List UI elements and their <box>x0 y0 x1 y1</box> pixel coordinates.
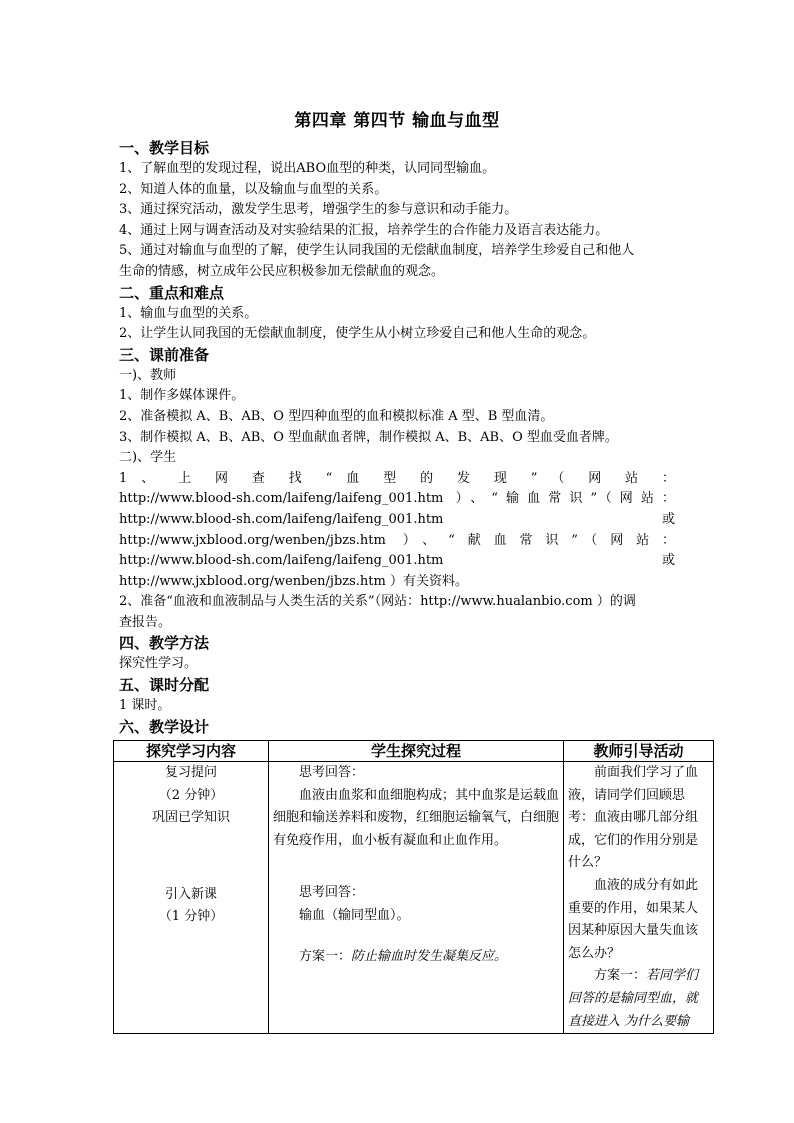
spacer <box>273 852 559 882</box>
goal-item: 1、了解血型的发现过程，说出ABO血型的种类，认同同型输血。 <box>119 161 496 176</box>
student-prep-line: 1 、 上 网 查 找 “ 血 型 的 发 现 ” （ 网 站 ： <box>119 470 675 486</box>
column-header: 探究学习内容 <box>114 741 269 762</box>
spacer <box>273 928 559 946</box>
cell-text: 复习提问 <box>164 765 217 780</box>
section-heading-methods: 四、教学方法 <box>119 634 210 653</box>
table-header-row <box>114 741 714 762</box>
section-heading-hours: 五、课时分配 <box>119 676 210 695</box>
subheading-teacher: 一)、教师 <box>119 367 177 383</box>
cell-text <box>568 965 709 1033</box>
cell-text: （2 分钟） <box>158 787 224 803</box>
teacher-prep-item: 3、制作模拟 A、B、AB、O 型血献血者牌，制作模拟 A、B、AB、O 型血受血者牌。 <box>119 429 618 445</box>
cell-text: 血液的成分有如此重要的作用，如果某人因某种原因大量失血该怎么办？ <box>568 877 699 961</box>
key-point-item: 2、让学生认同我国的无偿献血制度，使学生从小树立珍爱自己和他人生命的观念。 <box>119 326 596 342</box>
column-header: 学生探究过程 <box>269 741 564 762</box>
subheading-student: 二)、学生 <box>119 450 177 466</box>
student-prep-line: http://www.jxblood.org/wenben/jbzs.htm ）有关资料。 <box>119 573 468 589</box>
teacher-prep-item: 1、制作多媒体课件。 <box>119 388 245 404</box>
methods-text: 探究性学习。 <box>119 656 198 672</box>
plan-text: 防止输血时发生凝集反应。 <box>351 948 508 964</box>
section-heading-preparation: 三、课前准备 <box>119 345 210 364</box>
goal-item: 生命的情感，树立成年公民应积极参加无偿献血的观念。 <box>119 263 445 279</box>
process-cell <box>269 762 564 1034</box>
hours-text: 1 课时。 <box>119 698 171 714</box>
cell-text: 血液由血浆和血细胞构成；其中血浆是运载血细胞和输送养料和废物，红细胞运输氧气，白细胞有免疫作用，血小板有凝血和止血作用。 <box>273 787 560 848</box>
cell-text: 输血（输同型血）。 <box>299 907 410 923</box>
section-heading-key-points: 二、重点和难点 <box>119 283 225 302</box>
cell-text: 引入新课 <box>164 886 217 902</box>
section-heading-goals: 一、教学目标 <box>119 139 210 157</box>
page-title: 第四章 第四节 输血与血型 <box>294 111 500 131</box>
teaching-design-table <box>113 740 714 1034</box>
teacher-prep-item: 2、准备模拟 A、B、AB、O 型四种血型的血和模拟标准 A 型、B 型血清。 <box>119 408 554 424</box>
plan-label: 方案一： <box>299 948 352 964</box>
section-heading-design: 六、教学设计 <box>119 717 210 736</box>
plan-text: 若同学们回答的是输同型血，就直接进入 为什么要输 <box>568 968 699 1029</box>
goal-item: 4、通过上网与调查活动及对实验结果的汇报，培养学生的合作能力及语言表达能力。 <box>119 222 609 238</box>
cell-text: 巩固已学知识 <box>151 810 230 826</box>
student-prep-line: http://www.jxblood.org/wenben/jbzs.htm ）、“献血常识”（网站： <box>119 532 675 548</box>
content-cell <box>114 762 269 1034</box>
guidance-cell <box>564 762 714 1034</box>
cell-text <box>273 946 559 969</box>
student-prep-line: http://www.blood-sh.com/laifeng/laifeng_001.htm 或 <box>119 511 675 527</box>
student-prep-line: 2、准备“血液和血液制品与人类生活的关系”（网站：http://www.hualanbio.com ）的调 <box>119 594 636 610</box>
cell-text: 思考回答： <box>299 885 365 901</box>
document-body <box>119 138 675 738</box>
student-prep-line: 查报告。 <box>119 614 172 630</box>
goal-item: 3、通过探究活动，激发学生思考，增强学生的参与意识和动手能力。 <box>119 202 518 218</box>
student-prep-line: http://www.blood-sh.com/laifeng/laifeng_001.htm 或 <box>119 553 675 569</box>
cell-text: 思考回答： <box>299 765 365 780</box>
table-row <box>114 762 714 1034</box>
goal-item: 2、知道人体的血量，以及输血与血型的关系。 <box>119 181 388 197</box>
student-prep-line: http://www.blood-sh.com/laifeng/laifeng_001.htm ）、“输血常识”（网站： <box>119 491 675 507</box>
goal-item: 5、通过对输血与血型的了解，使学生认同我国的无偿献血制度，培养学生珍爱自己和他人 <box>119 243 635 259</box>
cell-text: 前面我们学习了血液，请同学们回顾思考：血液由哪几部分组成，它们的作用分别是什么？ <box>568 765 699 871</box>
cell-text: （1 分钟） <box>158 909 224 925</box>
plan-label: 方案一： <box>594 968 647 984</box>
key-point-item: 1、输血与血型的关系。 <box>119 305 258 321</box>
column-header: 教师引导活动 <box>564 741 714 762</box>
spacer <box>118 830 264 884</box>
